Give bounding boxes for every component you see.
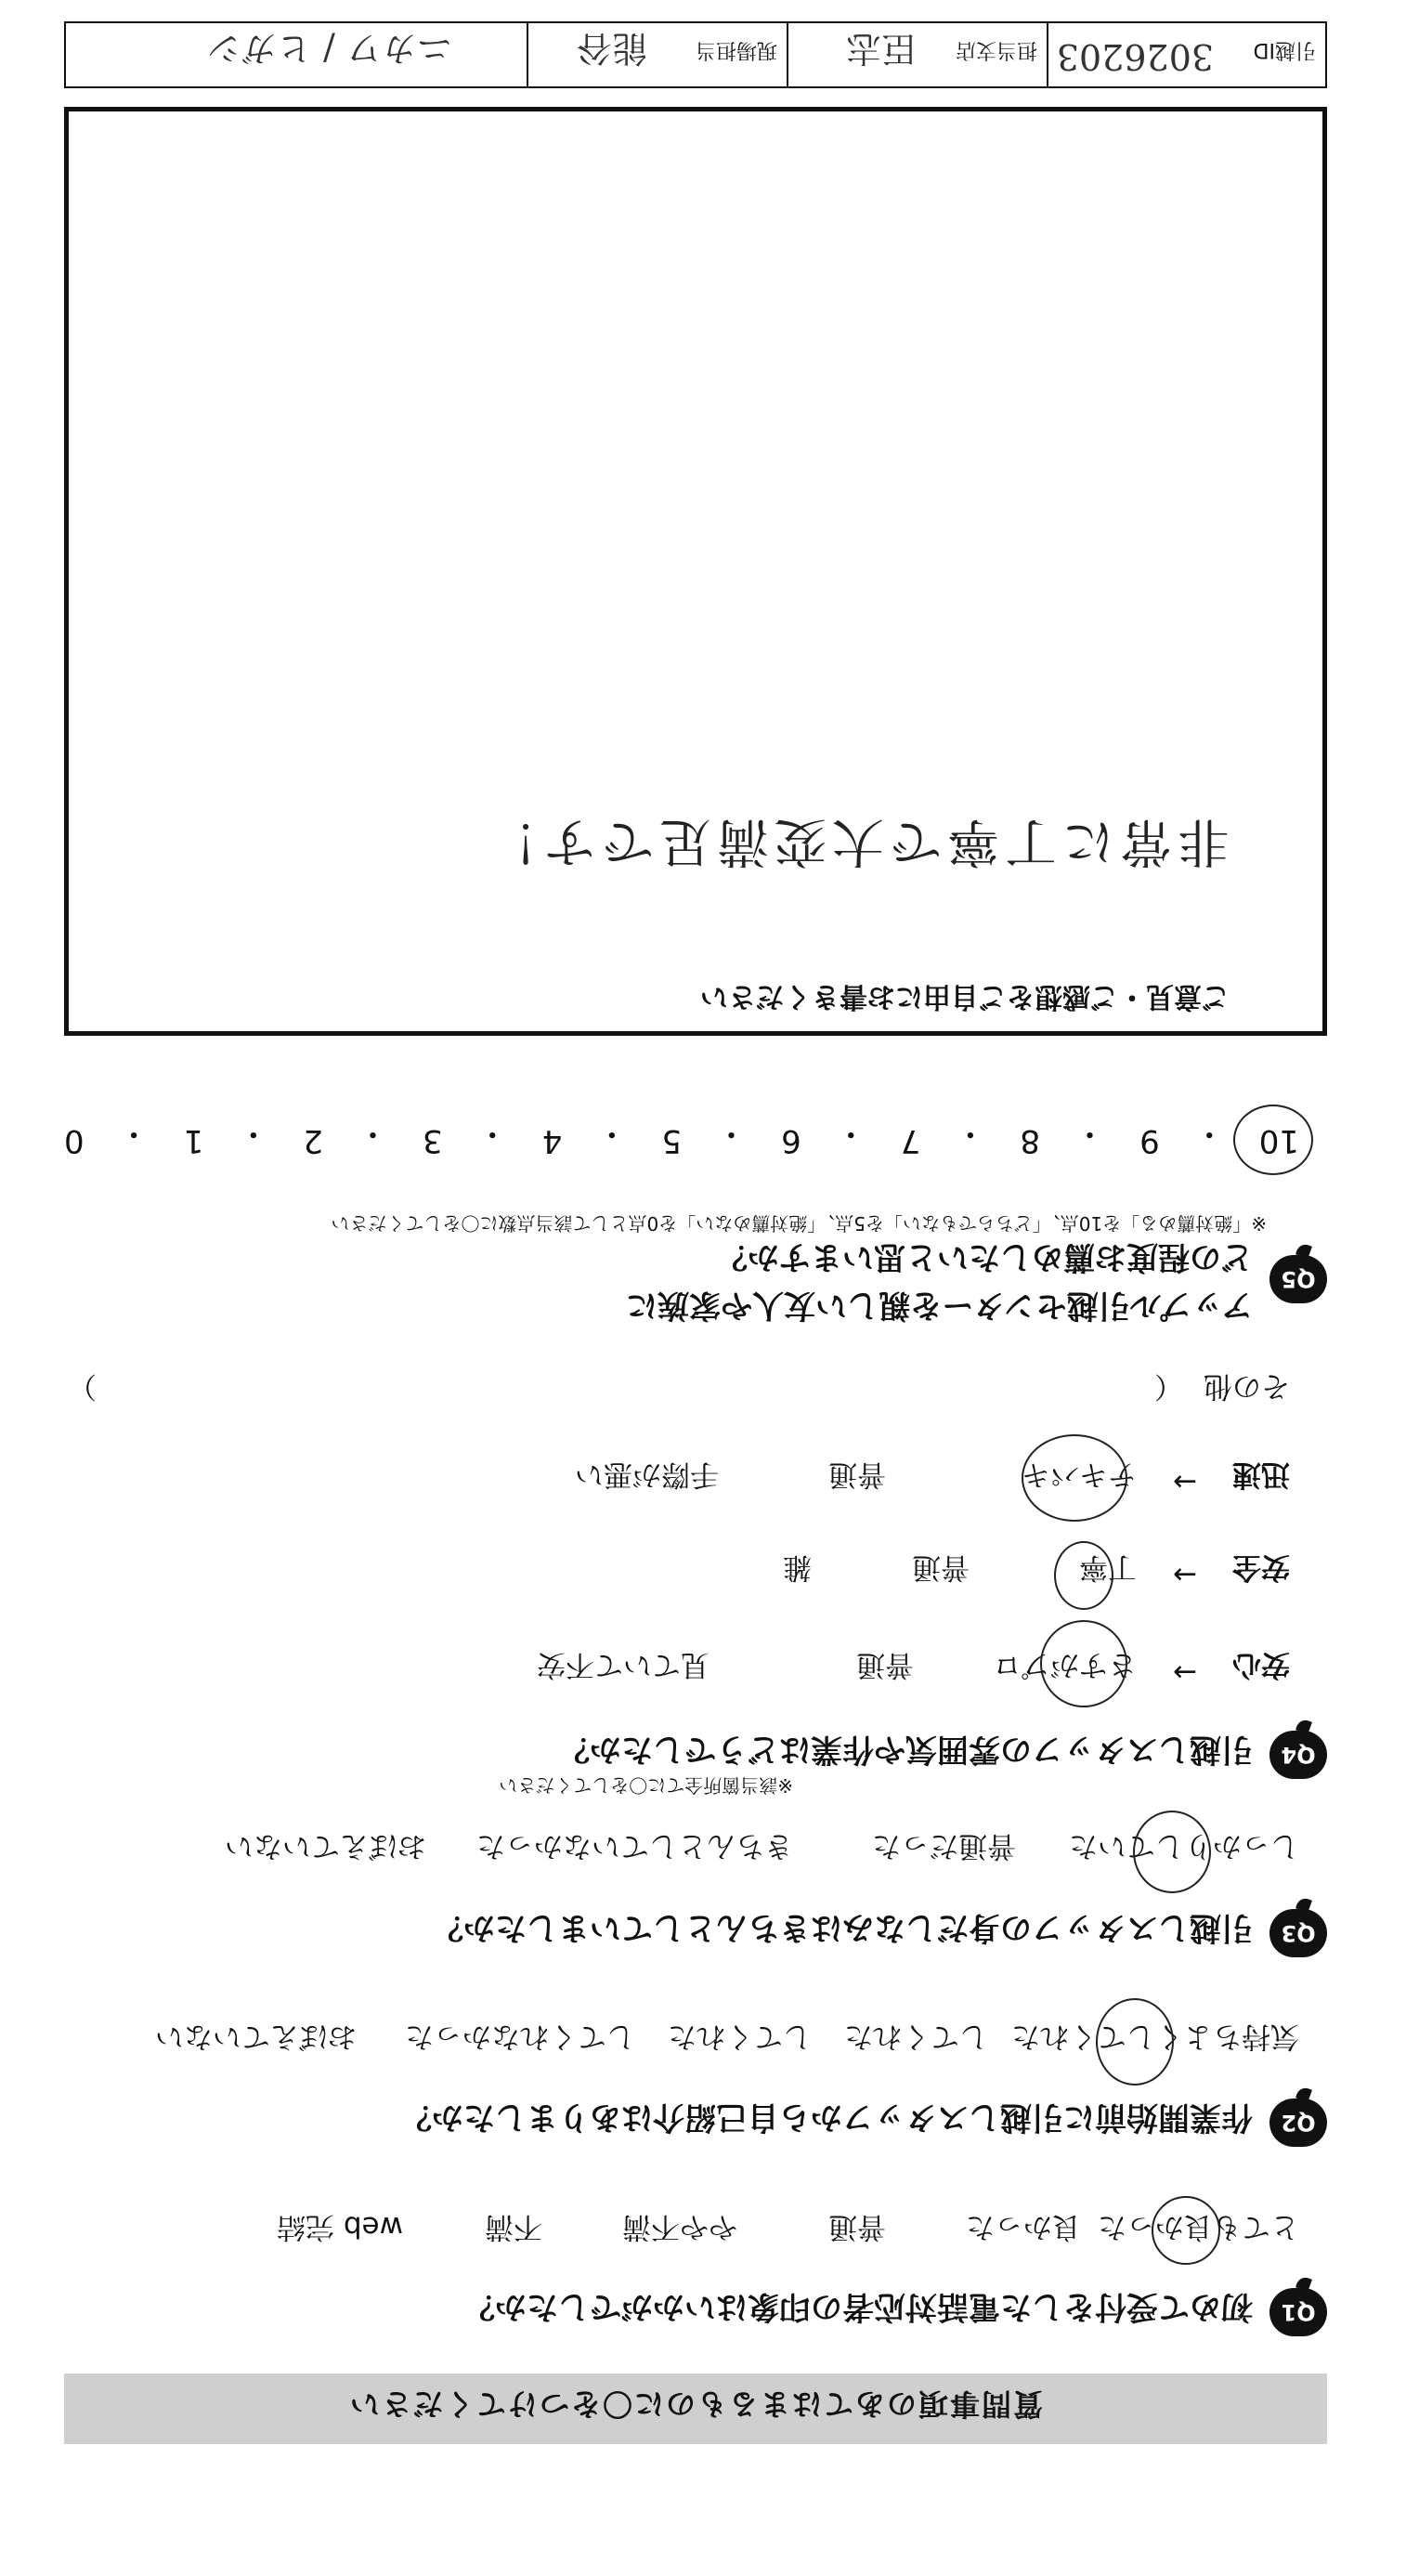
q1-option-5[interactable]: 不満 <box>485 2210 542 2243</box>
q1-option-4[interactable]: やや不満 <box>622 2210 737 2243</box>
names-cell <box>66 23 527 86</box>
q4-other-close-paren: ） <box>68 1369 97 1403</box>
site-staff-value: 能谷 <box>576 28 647 69</box>
id-label: 引越ID <box>1253 38 1316 61</box>
q5-note: ※「絶対薦める」を10点、「どちらでもない」を5点、「絶対薦めない」を0点として該当点数に〇をしてください <box>331 1212 1267 1235</box>
q5-score-2[interactable]: 2 <box>303 1122 323 1159</box>
branch-value: 臣志 <box>845 28 917 69</box>
q3-question: 引越しスタッフの身だしなみはきちんとしていましたか？ <box>432 1909 1253 1946</box>
q3-badge: Q3 <box>1269 1909 1327 1957</box>
q5-score-8[interactable]: 8 <box>1020 1122 1041 1159</box>
q3-option-1[interactable]: しっかりしていた <box>1069 1829 1299 1863</box>
branch-cell <box>787 23 1047 86</box>
q5-question-line2: どの程度お薦めしたいと思いますか？ <box>716 1238 1253 1275</box>
q1-option-3[interactable]: 普通 <box>828 2210 886 2243</box>
q1-question: 初めて受付をした電話対応者の印象はいかがでしたか？ <box>463 2288 1253 2325</box>
q4-question: 引越しスタッフの雰囲気や作業はどうでしたか？ <box>558 1731 1253 1768</box>
q2-selection-circle <box>1096 1998 1174 2086</box>
q5-sep: ・ <box>1074 1115 1106 1152</box>
q4-row-anshin-label: 安心 <box>1232 1648 1290 1681</box>
q5-sep: ・ <box>715 1115 748 1152</box>
q5-score-1[interactable]: 1 <box>183 1122 204 1159</box>
q4-note: ※該当箇所全てに〇をしてください <box>499 1774 793 1797</box>
q3-option-4[interactable]: おぼえていない <box>225 1829 426 1863</box>
q4-row-anzen-arrow: → <box>1173 1558 1197 1591</box>
q4-anshin-selection-circle <box>1040 1620 1127 1707</box>
q4-jinsoku-selection-circle <box>1022 1434 1127 1522</box>
q4-jinsoku-option-1[interactable]: テキパキ <box>1022 1458 1137 1491</box>
instructions-text: 質問事項のあてはまるものに〇をつけてください <box>348 2386 1044 2422</box>
q1-badge: Q1 <box>1269 2288 1327 2336</box>
q2-option-5[interactable]: おぼえていない <box>155 2020 357 2053</box>
q4-anzen-option-1[interactable]: 丁寧 <box>1079 1550 1137 1584</box>
q4-anshin-option-1[interactable]: さすがプロ <box>993 1648 1137 1681</box>
q5-sep: ・ <box>476 1115 509 1152</box>
instructions-header <box>64 2373 1327 2444</box>
q4-row-jinsoku-arrow: → <box>1173 1465 1197 1498</box>
q5-score-0[interactable]: 0 <box>64 1122 85 1159</box>
q4-anshin-option-3[interactable]: 見ていて不安 <box>537 1648 710 1681</box>
q5-sep: ・ <box>237 1115 269 1152</box>
q4-anshin-option-2[interactable]: 普通 <box>856 1648 914 1681</box>
q5-score-4[interactable]: 4 <box>541 1122 563 1159</box>
q5-sep: ・ <box>118 1115 150 1152</box>
q1-option-2[interactable]: 良かった <box>966 2210 1081 2243</box>
q5-sep: ・ <box>954 1115 986 1152</box>
staff-id-bar <box>64 21 1327 88</box>
q1-option-1[interactable]: とても良かった <box>1098 2210 1299 2243</box>
q4-jinsoku-option-3[interactable]: 手際が悪い <box>575 1458 719 1491</box>
q4-row-anshin-arrow: → <box>1173 1655 1197 1689</box>
q4-other-open-paren: （ <box>1154 1369 1183 1403</box>
q2-option-3[interactable]: してくれた <box>668 2020 812 2053</box>
q2-option-1[interactable]: 気持ちよくしてくれた <box>1011 2020 1299 2053</box>
q1-option-6[interactable]: web 完結 <box>277 2210 403 2243</box>
q5-score-5[interactable]: 5 <box>661 1122 683 1159</box>
q2-badge: Q2 <box>1269 2099 1327 2147</box>
q3-option-2[interactable]: 普通だった <box>872 1829 1016 1863</box>
q5-sep: ・ <box>357 1115 389 1152</box>
comments-box[interactable] <box>64 107 1327 1036</box>
q5-score-3[interactable]: 3 <box>423 1122 443 1159</box>
q5-score-scale <box>64 1114 1299 1159</box>
q2-question: 作業開始前に引越しスタッフから自己紹介はありましたか？ <box>400 2099 1253 2136</box>
q4-row-anzen-label: 安全 <box>1232 1550 1290 1584</box>
q2-option-2[interactable]: してくれた <box>844 2020 988 2053</box>
q3-option-3[interactable]: きちんとしていなかった <box>476 1829 793 1863</box>
q5-selection-circle <box>1233 1105 1313 1175</box>
id-value: 3026203 <box>1056 36 1214 77</box>
site-staff-label: 現場担当 <box>695 38 777 61</box>
comments-title: ご意見・ご感想をご自由にお書きください <box>700 980 1230 1013</box>
q2-option-4[interactable]: してくれなかった <box>405 2020 635 2053</box>
q5-sep: ・ <box>1193 1115 1226 1152</box>
q4-other-label: その他 <box>1204 1369 1290 1403</box>
q4-anzen-selection-circle <box>1054 1541 1113 1610</box>
q3-selection-circle <box>1133 1811 1211 1893</box>
q5-question-line1: アップル引越センターを親しい友人や家族に <box>626 1287 1253 1324</box>
names-value: ニカワ / ヒガシ <box>206 28 452 69</box>
handwritten-comment: 非常に丁寧で大変満足です！ <box>481 811 1230 871</box>
site-staff-cell <box>527 23 787 86</box>
q4-row-jinsoku-label: 迅速 <box>1232 1458 1290 1491</box>
q5-badge: Q5 <box>1269 1255 1327 1303</box>
q4-jinsoku-option-2[interactable]: 普通 <box>828 1458 886 1491</box>
q4-anzen-option-3[interactable]: 雑 <box>783 1550 812 1584</box>
q5-score-6[interactable]: 6 <box>781 1122 801 1159</box>
q5-score-10[interactable]: 10 <box>1258 1122 1299 1159</box>
branch-label: 担当支店 <box>955 38 1037 61</box>
id-cell <box>1047 23 1325 86</box>
q4-anzen-option-2[interactable]: 普通 <box>912 1550 970 1584</box>
q5-score-9[interactable]: 9 <box>1139 1122 1160 1159</box>
q5-score-7[interactable]: 7 <box>900 1122 921 1159</box>
q5-sep: ・ <box>835 1115 867 1152</box>
q5-sep: ・ <box>595 1115 628 1152</box>
q1-selection-circle <box>1152 2196 1220 2265</box>
q4-badge: Q4 <box>1269 1731 1327 1779</box>
